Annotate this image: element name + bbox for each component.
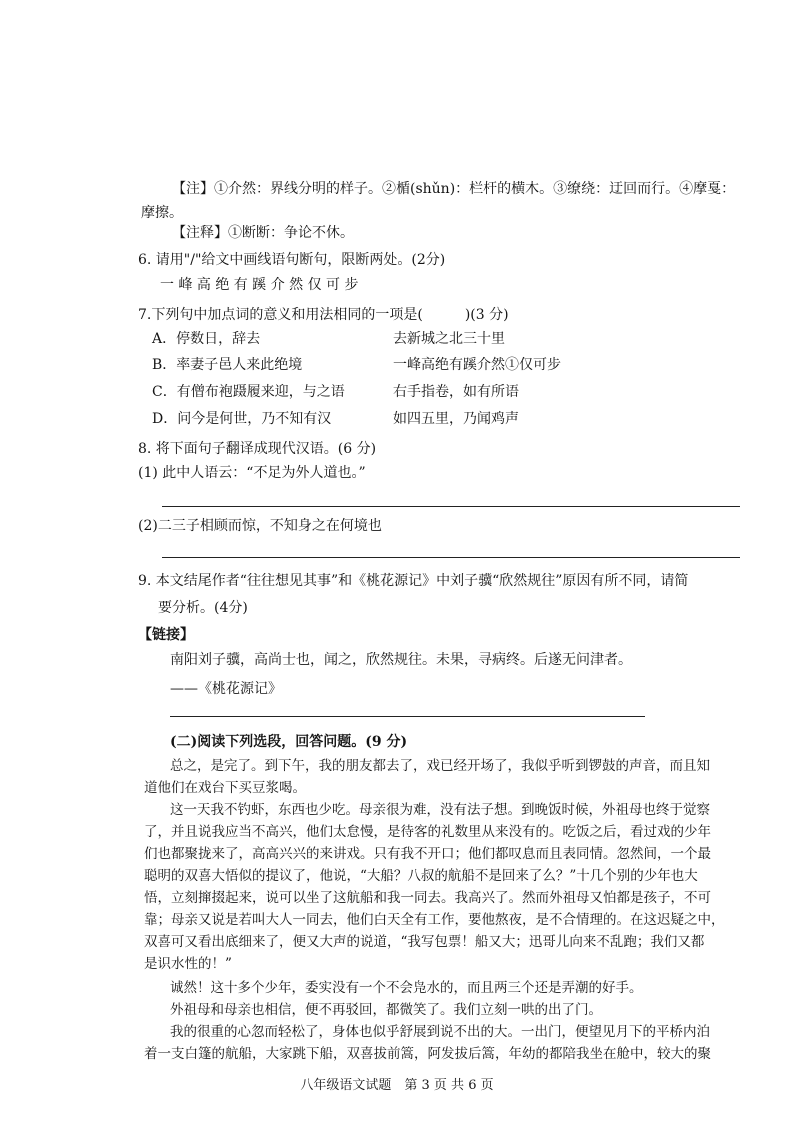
q9-answer-line[interactable] — [170, 716, 645, 717]
section2-title: (二)阅读下列选段，回答问题。(9 分) — [170, 734, 408, 750]
q7-option-b-right: 一峰高绝有蹊介然①仅可步 — [393, 357, 561, 373]
q8-answer-line-2[interactable] — [162, 557, 740, 558]
passage-line: 诚然！这十多个少年，委实没有一个不会凫水的，而且两三个还是弄潮的好手。 — [170, 980, 643, 996]
passage-line: 了，并且说我应当不高兴，他们太怠慢，是待客的礼数里从来没有的。吃饭之后，看过戏的少年 — [144, 824, 711, 840]
q7-stem: 7.下列句中加点词的意义和用法相同的一项是( )(3 分) — [138, 307, 509, 323]
q9-link-title: 【链接】 — [138, 627, 194, 643]
q6-stem: 6. 请用"/"给文中画线语句断句，限断两处。(2分) — [138, 252, 446, 268]
q9-stem-line2: 要分析。(4分) — [158, 600, 248, 616]
passage-line: 是识水性的！” — [144, 956, 232, 972]
passage-line: 总之，是完了。到下午，我的朋友都去了，戏已经开场了，我似乎听到锣鼓的声音，而且知 — [170, 758, 710, 774]
q9-link-source: ——《桃花源记》 — [170, 681, 282, 697]
q8-stem: 8. 将下面句子翻译成现代汉语。(6 分) — [138, 441, 377, 457]
q9-stem-line1: 9. 本文结尾作者“往往想见其事”和《桃花源记》中刘子骥“欣然规往”原因有所不同，请简 — [138, 573, 689, 589]
note-zhushi: 【注释】①断断：争论不休。 — [172, 225, 354, 241]
q7-option-b-left: B．率妻子邑人来此绝境 — [152, 357, 303, 373]
passage-line: 悟，立刻撺掇起来，说可以坐了这航船和我一同去。我高兴了。然而外祖母又怕都是孩子，不可 — [144, 890, 711, 906]
q7-option-c-left: C．有僧布袍蹑履来迎，与之语 — [152, 384, 345, 400]
q8-item1: (1) 此中人语云：“不足为外人道也。” — [138, 465, 366, 481]
q7-option-d-left: D．问今是何世，乃不知有汉 — [152, 411, 332, 427]
q8-answer-line-1[interactable] — [162, 506, 740, 507]
passage-line: 外祖母和母亲也相信，便不再驳回，都微笑了。我们立刻一哄的出了门。 — [170, 1002, 602, 1018]
q9-link-text: 南阳刘子骥，高尚士也，闻之，欣然规往。未果，寻病终。后遂无问津者。 — [170, 652, 632, 668]
q8-item2: (2)二三子相顾而惊，不知身之在何境也 — [138, 518, 382, 534]
q6-sentence: 一 峰 高 绝 有 蹊 介 然 仅 可 步 — [160, 277, 359, 293]
q7-option-d-right: 如四五里，乃闻鸡声 — [393, 411, 519, 427]
note-zhu-line2: 摩擦。 — [141, 205, 183, 221]
passage-line: 聪明的双喜大悟似的提议了，他说，“大船？八叔的航船不是回来了么？”十几个别的少年也大 — [144, 868, 698, 884]
q7-option-a-right: 去新城之北三十里 — [393, 331, 505, 347]
passage-line: 我的很重的心忽而轻松了，身体也似乎舒展到说不出的大。一出门，便望见月下的平桥内泊 — [170, 1024, 710, 1040]
q7-option-c-right: 右手指卷，如有所语 — [393, 384, 519, 400]
passage-line: 们也都聚拢来了，高高兴兴的来讲戏。只有我不开口；他们都叹息而且表同情。忽然间，一个最 — [144, 846, 711, 862]
page-footer: 八年级语文试题 第 3 页 共 6 页 — [300, 1078, 494, 1093]
passage-line: 靠；母亲又说是若叫大人一同去，他们白天全有工作，要他熬夜，是不合情理的。在这迟疑之中， — [144, 912, 725, 928]
passage-line: 着一支白篷的航船，大家跳下船，双喜拔前篙，阿发拔后篙，年幼的都陪我坐在舱中，较大的聚 — [144, 1046, 711, 1062]
passage-line: 这一天我不钓虾，东西也少吃。母亲很为难，没有法子想。到晚饭时候，外祖母也终于觉察 — [170, 802, 710, 818]
q7-option-a-left: A．停数日，辞去 — [152, 331, 261, 347]
note-zhu-line1: 【注】①介然：界线分明的样子。②楯(shǔn)：栏杆的横木。③缭绕：迂回而行。④摩戛： — [172, 181, 736, 197]
passage-line: 双喜可又看出底细来了，便又大声的说道，“我写包票！船又大；迅哥儿向来不乱跑；我们又都 — [144, 934, 705, 950]
passage-line: 道他们在戏台下买豆浆喝。 — [144, 780, 306, 796]
